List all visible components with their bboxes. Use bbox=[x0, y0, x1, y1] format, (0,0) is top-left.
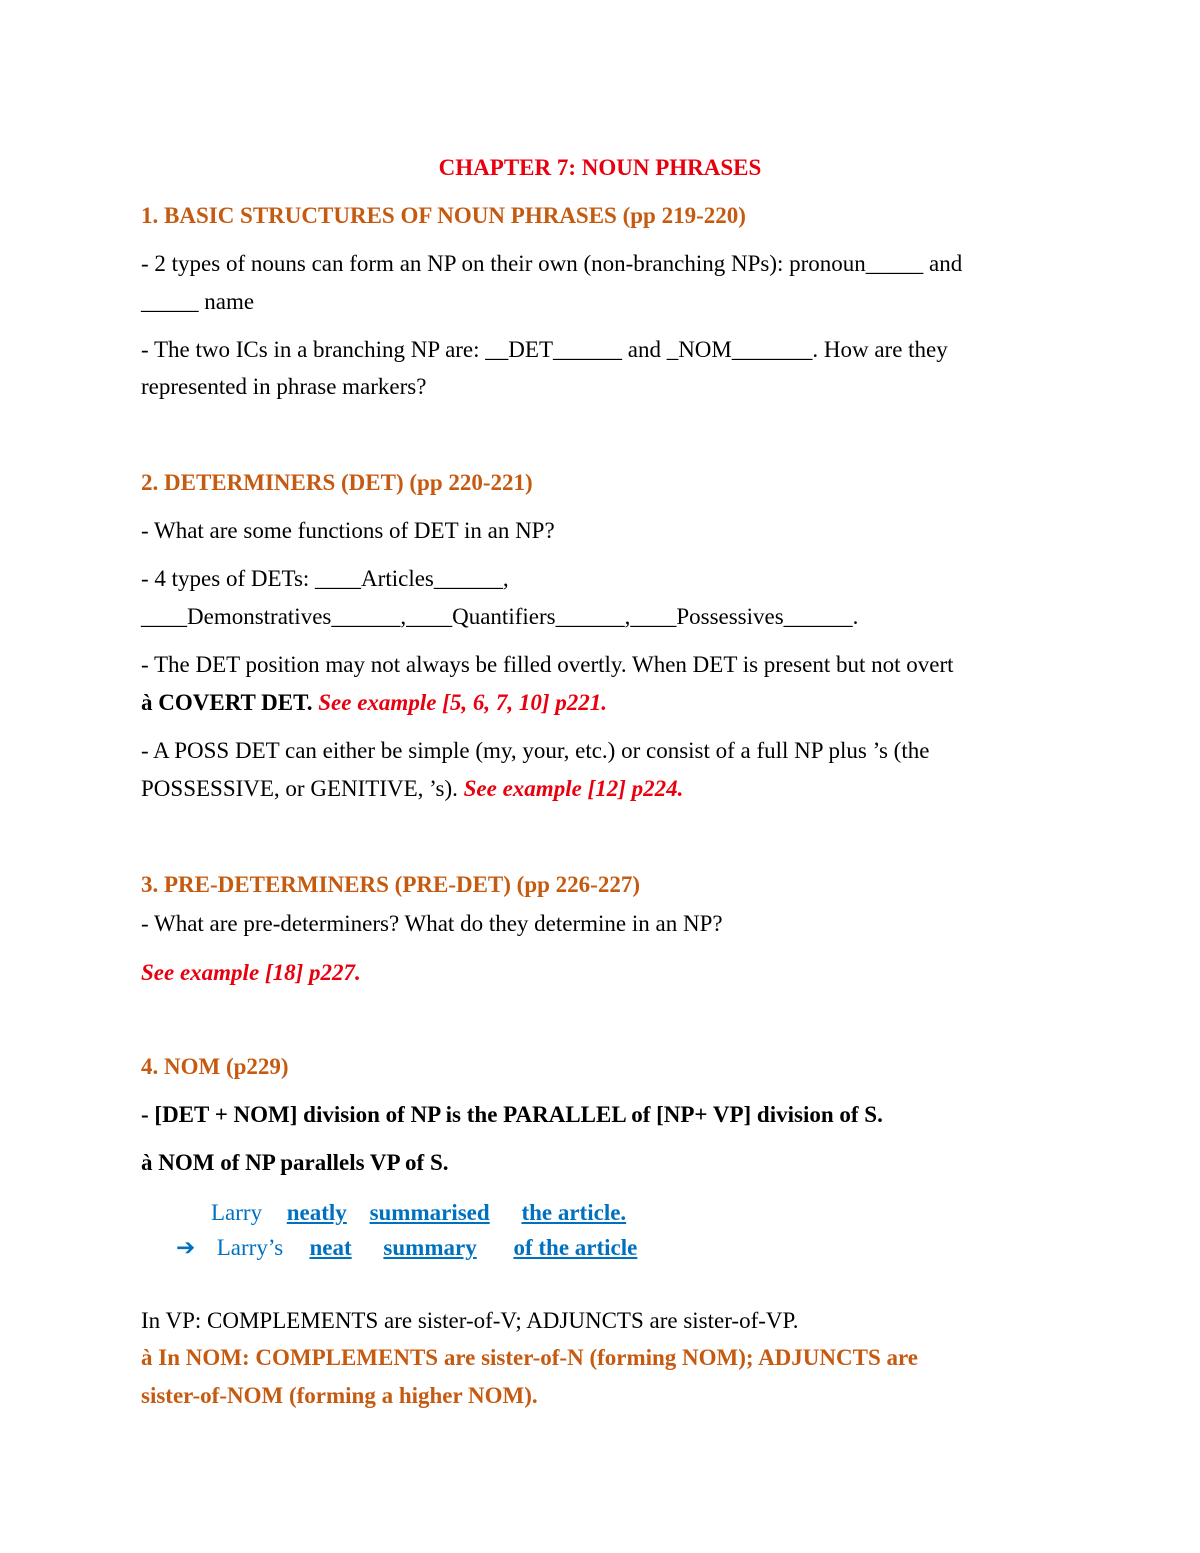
section-3-heading: 3. PRE-DETERMINERS (PRE-DET) (pp 226-227) bbox=[141, 872, 640, 897]
section-4-line-2 bbox=[141, 1148, 449, 1178]
example-sentence-1 bbox=[211, 1198, 626, 1228]
example-word: Larry’s bbox=[216, 1235, 284, 1260]
covert-det-label: COVERT DET. bbox=[158, 690, 313, 715]
section-4-line-5: sister-of-NOM (forming a higher NOM). bbox=[141, 1383, 538, 1408]
section-2-line-5 bbox=[141, 688, 607, 718]
arrow-glyph: à bbox=[141, 690, 153, 715]
section-4-line-4: à In NOM: COMPLEMENTS are sister-of-N (forming NOM); ADJUNCTS are bbox=[141, 1345, 919, 1370]
nom-parallel-text: NOM of NP parallels VP of S. bbox=[158, 1150, 449, 1175]
section-3-line-1: - What are pre-determiners? What do they determine in an NP? bbox=[141, 911, 723, 936]
section-2-line-2: - 4 types of DETs: ____Articles______, bbox=[141, 566, 509, 591]
section-4-heading: 4. NOM (p229) bbox=[141, 1054, 289, 1079]
possessive-text: POSSESSIVE, or GENITIVE, ’s). bbox=[141, 776, 458, 801]
section-4-line-3: In VP: COMPLEMENTS are sister-of-V; ADJUNCTS are sister-of-VP. bbox=[141, 1308, 799, 1333]
example-word-underlined: of the article bbox=[513, 1235, 638, 1260]
section-4-line-1: - [DET + NOM] division of NP is the PARALLEL of [NP+ VP] division of S. bbox=[141, 1102, 883, 1127]
section-1-line-1: - 2 types of nouns can form an NP on their own (non-branching NPs): pronoun_____ and bbox=[141, 251, 963, 276]
example-word: Larry bbox=[211, 1200, 263, 1225]
example-word-underlined: summary bbox=[383, 1235, 477, 1260]
example-word-underlined: neatly bbox=[286, 1200, 347, 1225]
section-2-line-1: - What are some functions of DET in an NP? bbox=[141, 518, 555, 543]
example-sentence-2 bbox=[176, 1233, 637, 1263]
section-3-example: See example [18] p227. bbox=[141, 960, 361, 985]
section-1-line-4: represented in phrase markers? bbox=[141, 374, 427, 399]
arrow-glyph: à bbox=[141, 1150, 153, 1175]
example-word-underlined: the article. bbox=[521, 1200, 627, 1225]
chapter-title: CHAPTER 7: NOUN PHRASES bbox=[438, 155, 762, 180]
section-2-line-3: ____Demonstratives______,____Quantifiers______,____Possessives______. bbox=[141, 604, 859, 629]
arrow-right-icon: ➔ bbox=[176, 1235, 196, 1260]
example-reference: See example [5, 6, 7, 10] p221. bbox=[318, 690, 607, 715]
section-2-line-6: - A POSS DET can either be simple (my, your, etc.) or consist of a full NP plus ’s (the bbox=[141, 738, 930, 763]
section-2-line-4: - The DET position may not always be filled overtly. When DET is present but not overt bbox=[141, 652, 954, 677]
section-1-heading: 1. BASIC STRUCTURES OF NOUN PHRASES (pp 219-220) bbox=[141, 203, 746, 228]
example-word-underlined: summarised bbox=[369, 1200, 490, 1225]
example-reference: See example [12] p224. bbox=[463, 776, 684, 801]
section-1-line-2: _____ name bbox=[141, 289, 255, 314]
example-word-underlined: neat bbox=[309, 1235, 352, 1260]
section-2-line-7 bbox=[141, 774, 683, 804]
section-2-heading: 2. DETERMINERS (DET) (pp 220-221) bbox=[141, 470, 533, 495]
section-1-line-3: - The two ICs in a branching NP are: __DET______ and _NOM_______. How are they bbox=[141, 337, 948, 362]
